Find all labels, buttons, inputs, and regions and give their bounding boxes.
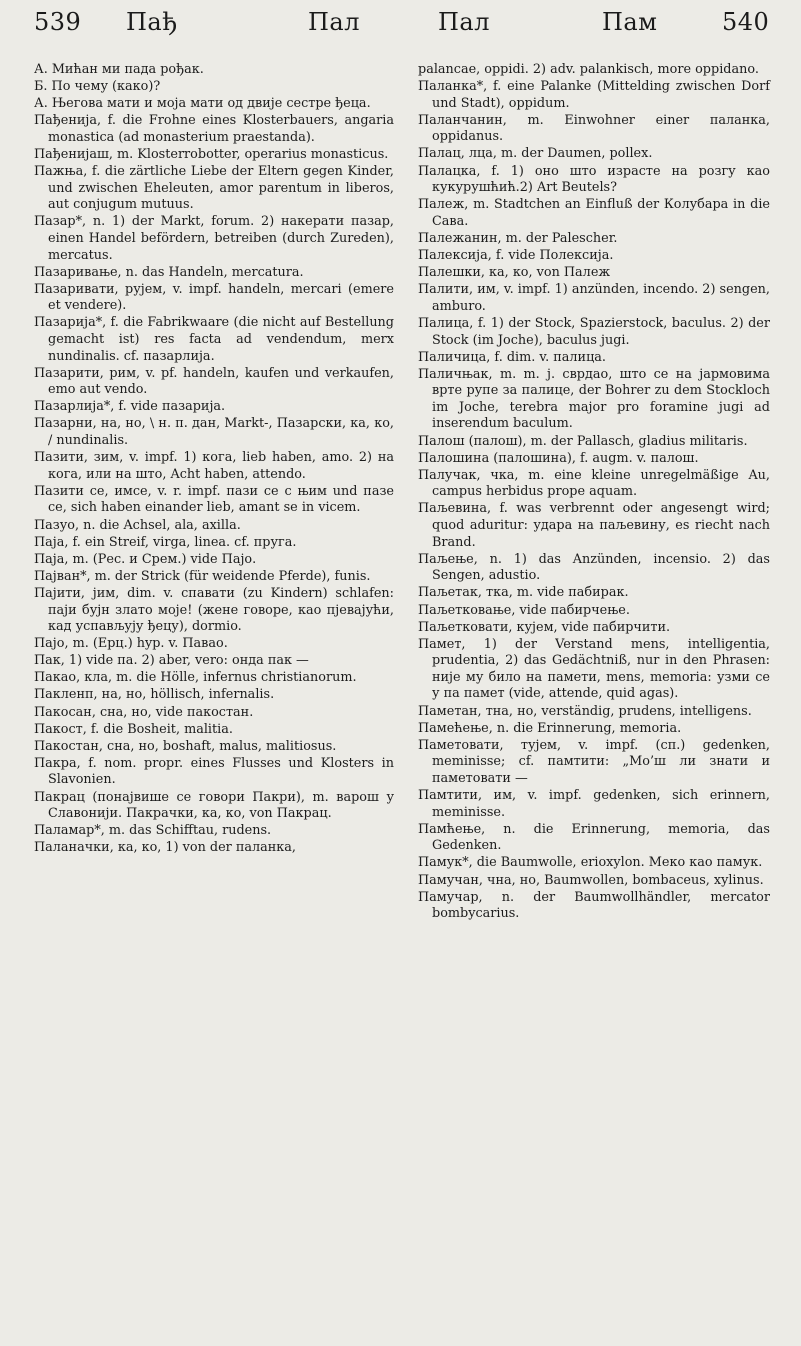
dictionary-entry: Пазуо, n. die Achsel, ala, axilla. <box>34 517 241 533</box>
dictionary-entry: Палити, им, v. impf. 1) anzünden, incendo. 2) sengen, amburo. <box>418 282 770 314</box>
dictionary-entry: Б. По чему (како)? <box>34 79 161 95</box>
dictionary-entry: Палацка, f. 1) оно што израсте на розгу као кукурушћић.2) Art Beutels? <box>418 163 770 196</box>
dictionary-entry: Пакосан, сна, но, vide пакостан. <box>34 704 254 720</box>
dictionary-entry: Пазарни, на, но, \ н. п. дан, Markt-, Пазарски, ка, ко, / nundinalis. <box>34 416 394 449</box>
dictionary-entry: Паљевина, f. was verbrennt oder angesengt wird; quod aduritur: удара на паљевину, es riecht nach Brand. <box>418 501 770 550</box>
dictionary-entry: Паличица, f. dim. v. палица. <box>418 349 606 365</box>
right-column <box>418 62 770 923</box>
dictionary-entry: Паљетковати, кујем, vide пабирчити. <box>418 619 671 635</box>
dictionary-entry: Паланачки, ка, ко, 1) von der паланка, <box>34 840 296 856</box>
dictionary-entry: Пазар*, n. 1) der Markt, forum. 2) накерати пазар, einen Handel befördern, betreiben (durch Zureden), mercatus. <box>34 214 394 263</box>
dictionary-entry: Пакао, кла, m. die Hölle, infernus christianorum. <box>34 670 357 686</box>
dictionary-entry: Памет, 1) der Verstand mens, intelligentia, prudentia, 2) das Gedächtniß, nur in den Phrasen: није му било на памети, mens, memoria: узми се у па памет (vide, attende, quid agas). <box>418 636 770 702</box>
dictionary-entry: Пајо, m. (Ерц.) hyp. v. Павао. <box>34 636 228 652</box>
dictionary-entry: Паљетак, тка, m. vide пабирак. <box>418 585 629 601</box>
dictionary-entry: Пазити се, имсе, v. r. impf. пази се с њим und пазе се, sich haben einander lieb, amant se in vicem. <box>34 483 394 516</box>
dictionary-entry: Пазити, зим, v. impf. 1) кога, lieb haben, amo. 2) на кога, или на што, Acht haben, attendo. <box>34 450 394 482</box>
dictionary-entry: Пакостан, сна, но, boshaft, malus, malitiosus. <box>34 738 337 754</box>
dictionary-entry: Пазаривати, рујем, v. impf. handeln, mercari (emere et vendere). <box>34 281 394 314</box>
dictionary-entry: Пајити, јим, dim. v. спавати (zu Kindern) schlafen: паји бујн злато моје! (жене говоре, као пјевајући, кад успављују ђецу), dormio. <box>34 585 394 635</box>
dictionary-entry: Пазарлија*, f. vide пазарија. <box>34 399 226 415</box>
dictionary-entry: Пазарити, рим, v. pf. handeln, kaufen und verkaufen, emo aut vendo. <box>34 365 394 398</box>
dictionary-entry: Памећење, n. die Erinnerung, memoria. <box>418 720 682 736</box>
dictionary-entry: Пакрац (понајвише се говори Пакри), m. варош у Славонији. Пакрачки, ка, ко, von Пакрац. <box>34 789 394 822</box>
dictionary-entry: Пакост, f. die Bosheit, malitia. <box>34 721 233 737</box>
dictionary-entry: Палошина (палошина), f. augm. v. палош. <box>418 450 699 466</box>
dictionary-entry: Памучан, чна, но, Baumwollen, bombaceus, xylinus. <box>418 872 764 888</box>
dictionary-entry: Памучар, n. der Baumwollhändler, mercator bombycarius. <box>418 889 770 922</box>
dictionary-entry: Паметан, тна, но, verständig, prudens, intelligens. <box>418 703 752 719</box>
page-header <box>0 8 801 48</box>
running-headword-3: Пал <box>438 8 490 36</box>
dictionary-entry: Паја, m. (Рес. и Срем.) vide Пајо. <box>34 551 257 567</box>
dictionary-entry: Пакра, f. nom. propr. eines Flusses und Klosters in Slavonien. <box>34 755 394 788</box>
dictionary-entry: Пакленп, на, но, höllisch, infernalis. <box>34 687 275 703</box>
dictionary-entry: А. Мићан ми пада рођак. <box>34 62 204 77</box>
dictionary-entry: Палексија, f. vide Полексија. <box>418 248 614 264</box>
dictionary-entry: Памћење, n. die Erinnerung, memoria, das Gedenken. <box>418 821 770 854</box>
dictionary-entry: Памтити, им, v. impf. gedenken, sich erinnern, meminisse. <box>418 788 770 820</box>
dictionary-entry: Паја, f. ein Streif, virga, linea. cf. пруга. <box>34 534 297 550</box>
running-headword-4: Пам <box>602 8 658 36</box>
dictionary-entry: palancae, oppidi. 2) adv. palankisch, more oppidano. <box>418 62 759 77</box>
running-headword-1: Пађ <box>126 8 178 36</box>
dictionary-entry: Палежанин, m. der Palescher. <box>418 230 618 246</box>
page-number-left: 539 <box>34 8 82 36</box>
running-headword-2: Пал <box>308 8 360 36</box>
dictionary-entry: Палица, f. 1) der Stock, Spazierstock, baculus. 2) der Stock (im Joche), baculus jugi. <box>418 315 770 348</box>
dictionary-entry: Пазарија*, f. die Fabrikwaare (die nicht auf Bestellung gemacht ist) res facta ad vendendum, merx nundinalis. cf. пазарлија. <box>34 315 394 364</box>
dictionary-entry: Палош (палош), m. der Pallasch, gladius militaris. <box>418 433 748 449</box>
dictionary-entry: Паљетковање, vide пабирчење. <box>418 602 630 618</box>
dictionary-entry: Палеж, m. Stadtchen an Einfluß der Колубара in die Сава. <box>418 197 770 229</box>
dictionary-entry: Паљење, n. 1) das Anzünden, incensio. 2) das Sengen, adustio. <box>418 551 770 584</box>
dictionary-entry: Пазаривање, n. das Handeln, mercatura. <box>34 264 304 280</box>
dictionary-entry: Паличњак, m. m. j. сврдао, што се на јармовима врте рупе за палице, der Bohrer zu dem Stockloch im Joche, terebra major pro foramine jugi ad inserendum baculum. <box>418 366 770 432</box>
dictionary-entry: Паламар*, m. das Schifftau, rudens. <box>34 823 272 839</box>
dictionary-entry: Пажња, f. die zärtliche Liebe der Eltern gegen Kinder, und zwischen Eheleuten, amor parentum in liberos, aut conjugum mutuus. <box>34 164 394 213</box>
dictionary-entry: Палучак, чка, m. eine kleine unregelmäßige Au, campus herbidus prope aquam. <box>418 467 770 500</box>
page-number-right: 540 <box>722 8 770 36</box>
dictionary-entry: Пађенијаш, m. Klosterrobotter, operarius monasticus. <box>34 146 389 162</box>
left-column <box>34 62 394 857</box>
dictionary-entry: Пајван*, m. der Strick (für weidende Pferde), funis. <box>34 568 371 584</box>
dictionary-entry: Паланка*, f. eine Palanke (Mittelding zwischen Dorf und Stadt), oppidum. <box>418 79 770 111</box>
dictionary-entry: Пађенија, f. die Frohne eines Klosterbauers, angaria monastica (ad monasterium praestanda). <box>34 113 394 145</box>
dictionary-entry: Памук*, die Baumwolle, erioxylon. Меко као памук. <box>418 855 763 871</box>
dictionary-entry: Пак, 1) vide па. 2) aber, vero: онда пак — <box>34 653 309 669</box>
dictionary-entry: Паметовати, тујем, v. impf. (сп.) gedenken, meminisse; cf. памтити: „Мо’ш ли знати и паметовати — <box>418 737 770 786</box>
dictionary-entry: Паланчанин, m. Einwohner einer паланка, oppidanus. <box>418 112 770 145</box>
dictionary-entry: Палац, лца, m. der Daumen, pollex. <box>418 146 653 162</box>
dictionary-entry: А. Његова мати и моја мати од двије сестре ђеца. <box>34 96 371 112</box>
dictionary-entry: Палешки, ка, ко, von Палеж <box>418 265 611 281</box>
